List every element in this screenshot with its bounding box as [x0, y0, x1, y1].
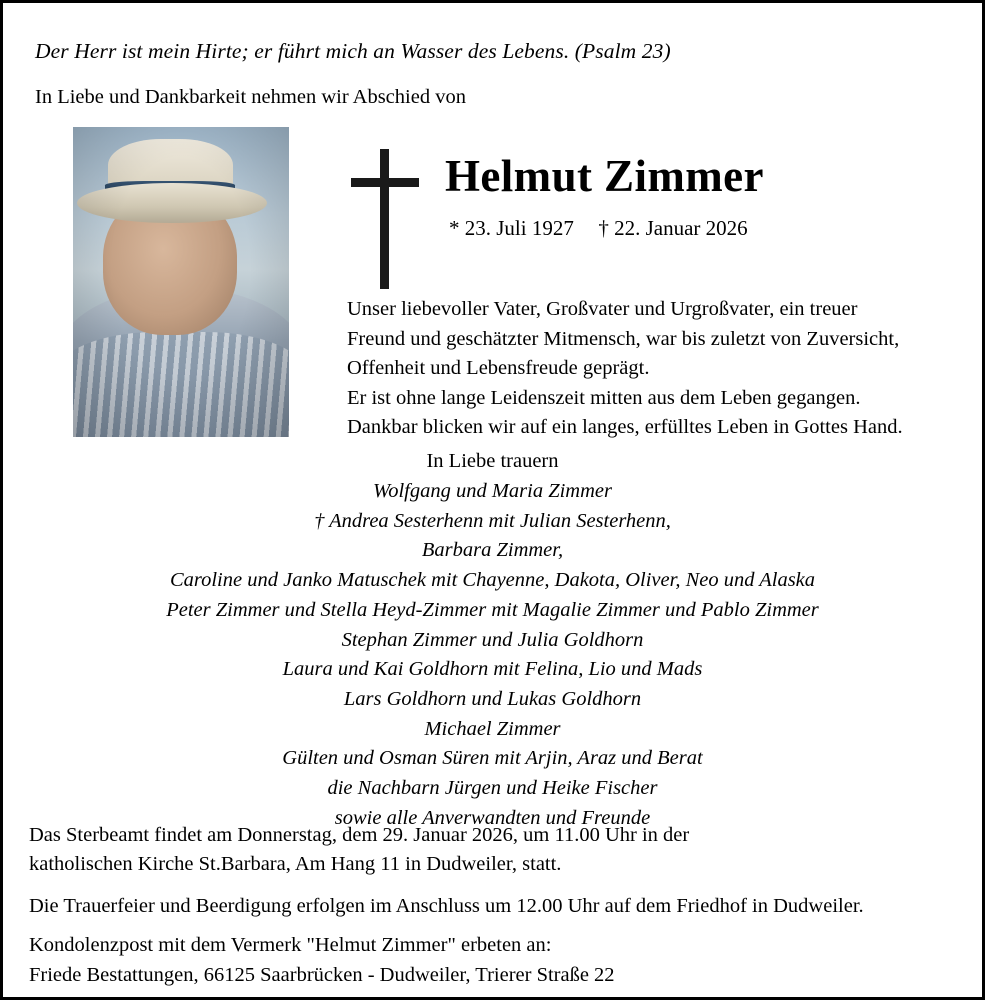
spacer — [29, 879, 958, 892]
mourner-entry: Michael Zimmer — [424, 717, 561, 740]
eulogy-line: Unser liebevoller Vater, Großvater und Urgroßvater, ein treuer — [347, 298, 858, 320]
eulogy-line: Er ist ohne lange Leidenszeit mitten aus dem Leben gegangen. — [347, 386, 861, 409]
deceased-name: Helmut Zimmer — [445, 151, 764, 201]
service-line: Das Sterbeamt findet am Donnerstag, dem 29. Januar 2026, um 11.00 Uhr in der — [29, 824, 690, 846]
eulogy-text — [347, 295, 958, 443]
eulogy-line: Offenheit und Lebensfreude geprägt. — [347, 357, 650, 380]
name-column — [445, 153, 954, 241]
condolence-contact — [29, 931, 958, 990]
mourner-entry: sowie alle Anverwandten und Freunde — [334, 806, 651, 829]
portrait-photo — [73, 127, 289, 437]
mourner-entry: † Andrea Sesterhenn mit Julian Sesterhenn, — [314, 509, 671, 532]
bible-verse: Der Herr ist mein Hirte; er führt mich an Wasser des Lebens. (Psalm 23) — [35, 39, 671, 63]
service-details — [29, 821, 958, 921]
photo-vignette — [73, 127, 289, 437]
mourner-entry: Peter Zimmer und Stella Heyd-Zimmer mit Magalie Zimmer und Pablo Zimmer — [166, 598, 819, 621]
mourner-entry: Stephan Zimmer und Julia Goldhorn — [341, 628, 644, 651]
mourner-entry: Barbara Zimmer, — [421, 539, 564, 562]
intro-text: In Liebe und Dankbarkeit nehmen wir Abschied von — [35, 86, 466, 108]
notice-inner — [3, 3, 982, 997]
mourner-entry: die Nachbarn Jürgen und Heike Fischer — [327, 777, 658, 800]
service-line: katholischen Kirche St.Barbara, Am Hang 11 in Dudweiler, statt. — [29, 853, 562, 876]
eulogy-line: Dankbar blicken wir auf ein langes, erfülltes Leben in Gottes Hand. — [347, 416, 903, 439]
death-date: † 22. Januar 2026 — [598, 216, 748, 241]
cross-column — [347, 149, 423, 289]
mourner-entry: Gülten und Osman Süren mit Arjin, Araz und Berat — [282, 747, 703, 770]
mourner-entry: Laura und Kai Goldhorn mit Felina, Lio und Mads — [282, 658, 703, 681]
mourners-section — [31, 450, 954, 834]
contact-line: Friede Bestattungen, 66125 Saarbrücken - Dudweiler, Trierer Straße 22 — [29, 963, 615, 986]
life-dates — [449, 216, 954, 241]
mourner-entry: Caroline und Janko Matuschek mit Chayenne, Dakota, Oliver, Neo und Alaska — [169, 569, 816, 592]
burial-line: Die Trauerfeier und Beerdigung erfolgen im Anschluss um 12.00 Uhr auf dem Friedhof in Dudweiler. — [29, 895, 864, 918]
eulogy-line: Freund und geschätzter Mitmensch, war bis zuletzt von Zuversicht, — [347, 327, 900, 350]
cross-icon — [347, 149, 423, 289]
mourners-title: In Liebe trauern — [426, 450, 559, 472]
birth-date: * 23. Juli 1927 — [449, 216, 574, 241]
mourner-entry: Lars Goldhorn und Lukas Goldhorn — [343, 688, 642, 711]
cross-vertical-bar — [380, 149, 389, 289]
mourner-entry: Wolfgang und Maria Zimmer — [373, 480, 612, 502]
cross-horizontal-bar — [351, 178, 419, 187]
contact-line: Kondolenzpost mit dem Vermerk "Helmut Zimmer" erbeten an: — [29, 934, 552, 956]
